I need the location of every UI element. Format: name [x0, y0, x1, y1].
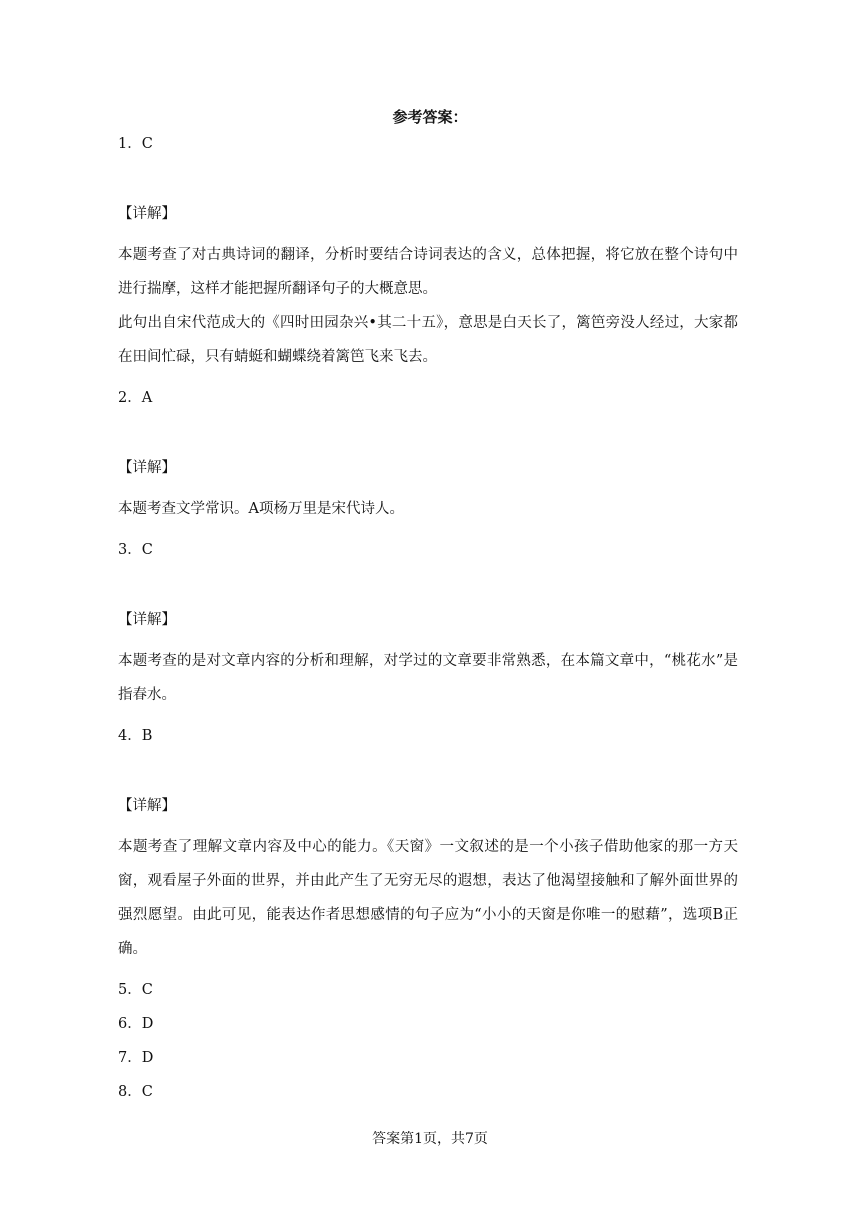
- detail-heading-1: 【详解】: [118, 206, 176, 222]
- detail-paragraph-4: 本题考查了理解文章内容及中心的能力。《天窗》一文叙述的是一个小孩子借助他家的那一方天窗，观看屋子外面的世界，并由此产生了无穷无尽的遐想，表达了他渴望接触和了解外面世界的强烈愿望。由此可见，能表达作者思想感情的句子应为“小小的天窗是你唯一的慰藉”，选项B正确。: [118, 839, 738, 957]
- answer-1: 1．C: [118, 136, 153, 152]
- answer-content: [118, 134, 738, 1116]
- answer-7: 7．D: [118, 1050, 154, 1066]
- answer-4: 4．B: [118, 728, 153, 744]
- detail-paragraph-3: 本题考查的是对文章内容的分析和理解，对学过的文章要非常熟悉，在本篇文章中，“桃花水”是指春水。: [118, 653, 738, 703]
- page-title: 参考答案：: [392, 108, 468, 126]
- detail-paragraph-2: 本题考查文学常识。A项杨万里是宋代诗人。: [118, 501, 404, 517]
- detail-heading-3: 【详解】: [118, 612, 176, 628]
- detail-paragraph-1a: 本题考查了对古典诗词的翻译，分析时要结合诗词表达的含义，总体把握，将它放在整个诗句中进行揣摩，这样才能把握所翻译句子的大概意思。: [118, 247, 738, 297]
- detail-paragraph-1b: 此句出自宋代范成大的《四时田园杂兴•其二十五》，意思是白天长了，篱笆旁没人经过，大家都在田间忙碌，只有蜻蜓和蝴蝶绕着篱笆飞来飞去。: [118, 315, 738, 365]
- answer-8: 8．C: [118, 1084, 153, 1100]
- detail-heading-4: 【详解】: [118, 798, 176, 814]
- answer-5: 5．C: [118, 982, 153, 998]
- short-answers-list: [118, 980, 738, 1116]
- answer-3: 3．C: [118, 542, 153, 558]
- detail-heading-2: 【详解】: [118, 460, 176, 476]
- answer-6: 6．D: [118, 1016, 154, 1032]
- page-footer: 答案第1页，共7页: [372, 1131, 488, 1147]
- answer-2: 2．A: [118, 390, 153, 406]
